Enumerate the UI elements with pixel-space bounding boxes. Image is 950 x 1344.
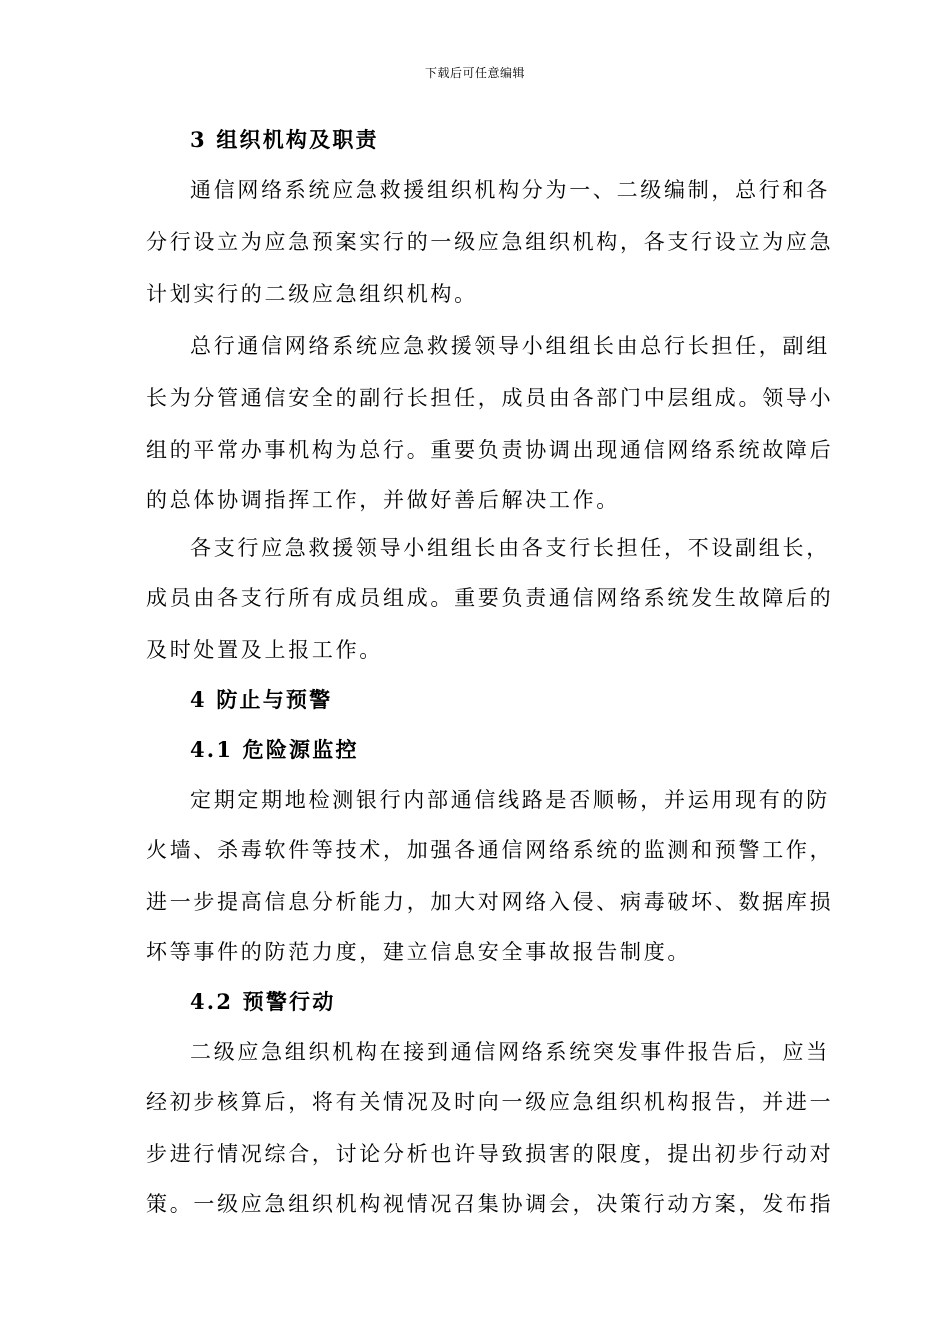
paragraph-line: 组的平常办事机构为总行。重要负责协调出现通信网络系统故障后: [146, 438, 834, 462]
paragraph-line: 步进行情况综合，讨论分析也许导致损害的限度，提出初步行动对: [146, 1142, 834, 1166]
paragraph-line: 火墙、杀毒软件等技术，加强各通信网络系统的监测和预警工作，: [146, 838, 834, 862]
page-header: 下载后可任意编辑: [424, 66, 525, 80]
paragraph-line: 坏等事件的防范力度，建立信息安全事故报告制度。: [146, 940, 692, 964]
subsection-heading-4-2: 4.2 预警行动: [190, 989, 336, 1014]
section-heading-4: 4 防止与预警: [190, 687, 333, 712]
paragraph-line: 各支行应急救援领导小组组长由各支行长担任，不设副组长，: [190, 536, 830, 560]
section-heading-3: 3 组织机构及职责: [190, 127, 379, 152]
paragraph-line: 的总体协调指挥工作，并做好善后解决工作。: [146, 488, 620, 512]
paragraph-line: 策。一级应急组织机构视情况召集协调会，决策行动方案，发布指: [146, 1192, 834, 1216]
paragraph-line: 进一步提高信息分析能力，加大对网络入侵、病毒破坏、数据库损: [146, 890, 834, 914]
subsection-heading-4-1: 4.1 危险源监控: [190, 737, 359, 762]
paragraph-line: 长为分管通信安全的副行长担任，成员由各部门中层组成。领导小: [146, 386, 834, 410]
paragraph-line: 定期定期地检测银行内部通信线路是否顺畅，并运用现有的防: [190, 788, 830, 812]
paragraph-line: 成员由各支行所有成员组成。重要负责通信网络系统发生故障后的: [146, 586, 834, 610]
paragraph-line: 通信网络系统应急救援组织机构分为一、二级编制，总行和各: [190, 178, 830, 202]
paragraph-line: 及时处置及上报工作。: [146, 638, 383, 662]
paragraph-line: 计划实行的二级应急组织机构。: [146, 282, 478, 306]
paragraph-line: 分行设立为应急预案实行的一级应急组织机构，各支行设立为应急: [146, 230, 834, 254]
paragraph-line: 二级应急组织机构在接到通信网络系统突发事件报告后，应当: [190, 1040, 830, 1064]
paragraph-line: 总行通信网络系统应急救援领导小组组长由总行长担任，副组: [190, 334, 830, 358]
paragraph-line: 经初步核算后，将有关情况及时向一级应急组织机构报告，并进一: [146, 1090, 834, 1114]
